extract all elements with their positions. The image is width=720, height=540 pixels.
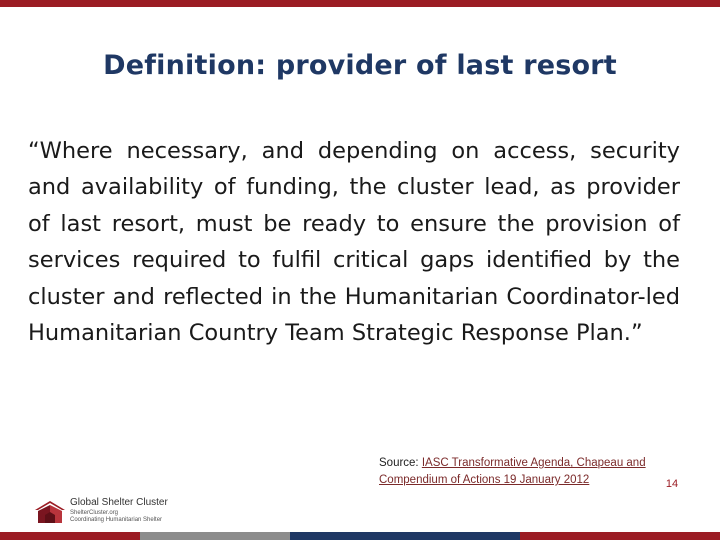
logo-name: Global Shelter Cluster (70, 497, 168, 508)
bottom-color-bar (0, 532, 720, 540)
bottom-bar-segment-red (0, 532, 140, 540)
bottom-bar-segment-blue (290, 532, 520, 540)
source-citation (379, 455, 679, 489)
source-link[interactable]: IASC Transformative Agenda, Chapeau and Compendium of Actions 19 January 2012 (379, 457, 646, 486)
logo-tagline: Coordinating Humanitarian Shelter (70, 517, 163, 523)
top-accent-bar (0, 0, 720, 7)
global-shelter-cluster-logo (33, 497, 233, 527)
page-number: 14 (665, 478, 679, 490)
source-label: Source: (379, 457, 419, 469)
bottom-bar-segment-gray (140, 532, 290, 540)
slide-title: Definition: provider of last resort (103, 50, 617, 81)
shelter-logo-icon (33, 499, 67, 525)
logo-website: ShelterCluster.org (70, 510, 119, 516)
definition-quote: “Where necessary, and depending on access, security and availability of funding, the cluster lead, as provider of last resort, must be ready to ensure the provision of services required to fulfil critical gaps identified by the cluster and reflected in the Humanitarian Coordinator-led Humanitarian Country Team Strategic Response Plan.” (28, 138, 680, 347)
bottom-bar-segment-red-end (520, 532, 720, 540)
